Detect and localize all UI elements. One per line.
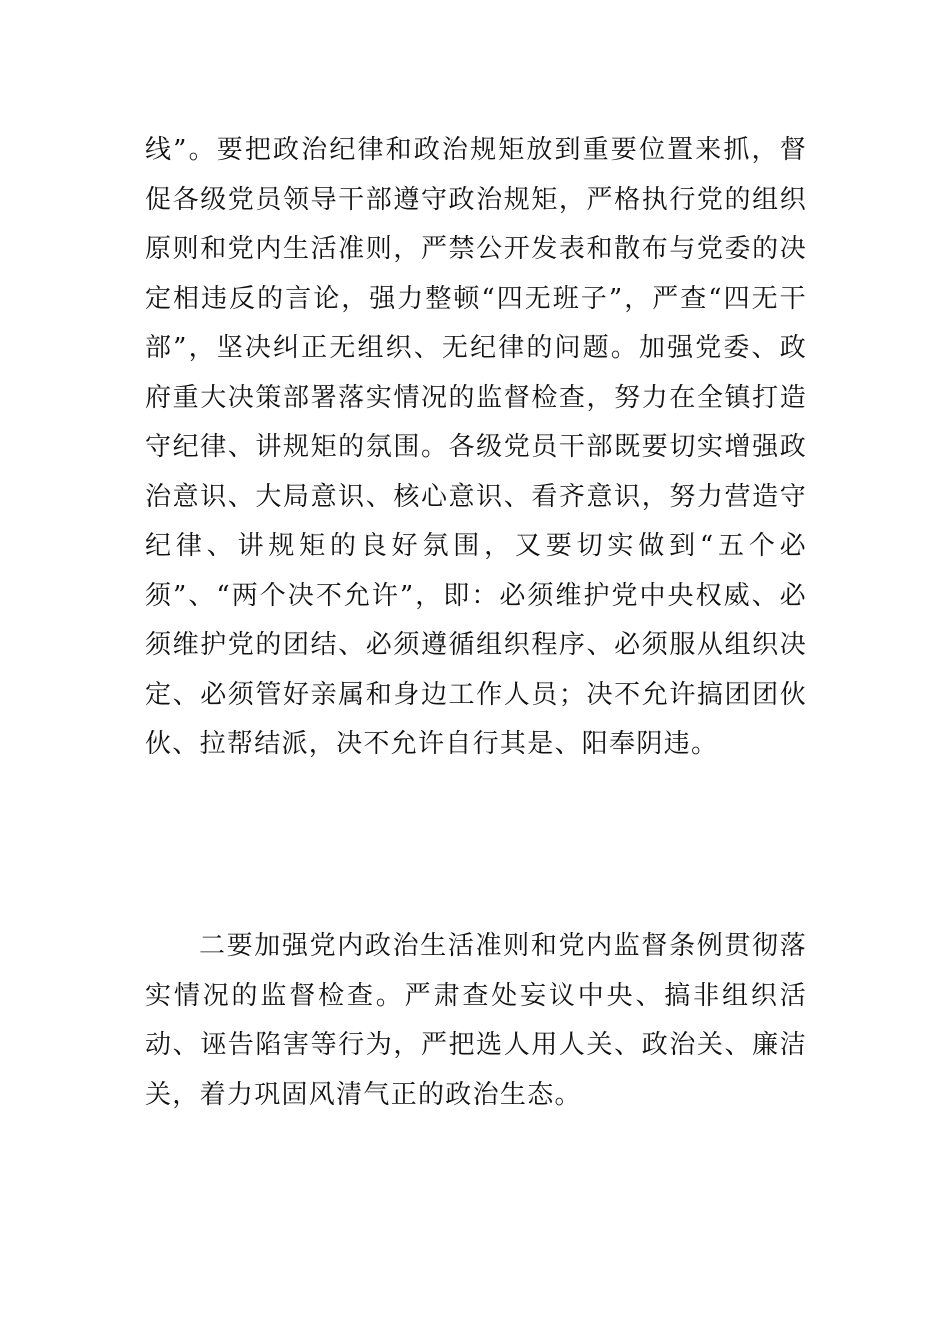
body-paragraph-continuation: 线”。要把政治纪律和政治规矩放到重要位置来抓，督促各级党员领导干部遵守政治规矩，严格执行党的组织原则和党内生活准则，严禁公开发表和散布与党委的决定相违反的言论，强力整顿“四无班子”，严查“四无干部”，坚决纠正无组织、无纪律的问题。加强党委、政府重大决策部署落实情况的监督检查，努力在全镇打造守纪律、讲规矩的氛围。各级党员干部既要切实增强政治意识、大局意识、核心意识、看齐意识，努力营造守纪律、讲规矩的良好氛围，又要切实做到“五个必须”、“两个决不允许”，即：必须维护党中央权威、必须维护党的团结、必须遵循组织程序、必须服从组织决定、必须管好亲属和身边工作人员；决不允许搞团团伙伙、拉帮结派，决不允许自行其是、阳奉阴违。 [145, 135, 807, 759]
body-paragraph-second-point: 二要加强党内政治生活准则和党内监督条例贯彻落实情况的监督检查。严肃查处妄议中央、搞非组织活动、诬告陷害等行为，严把选人用人关、政治关、廉洁关，着力巩固风清气正的政治生态。 [145, 931, 807, 1110]
